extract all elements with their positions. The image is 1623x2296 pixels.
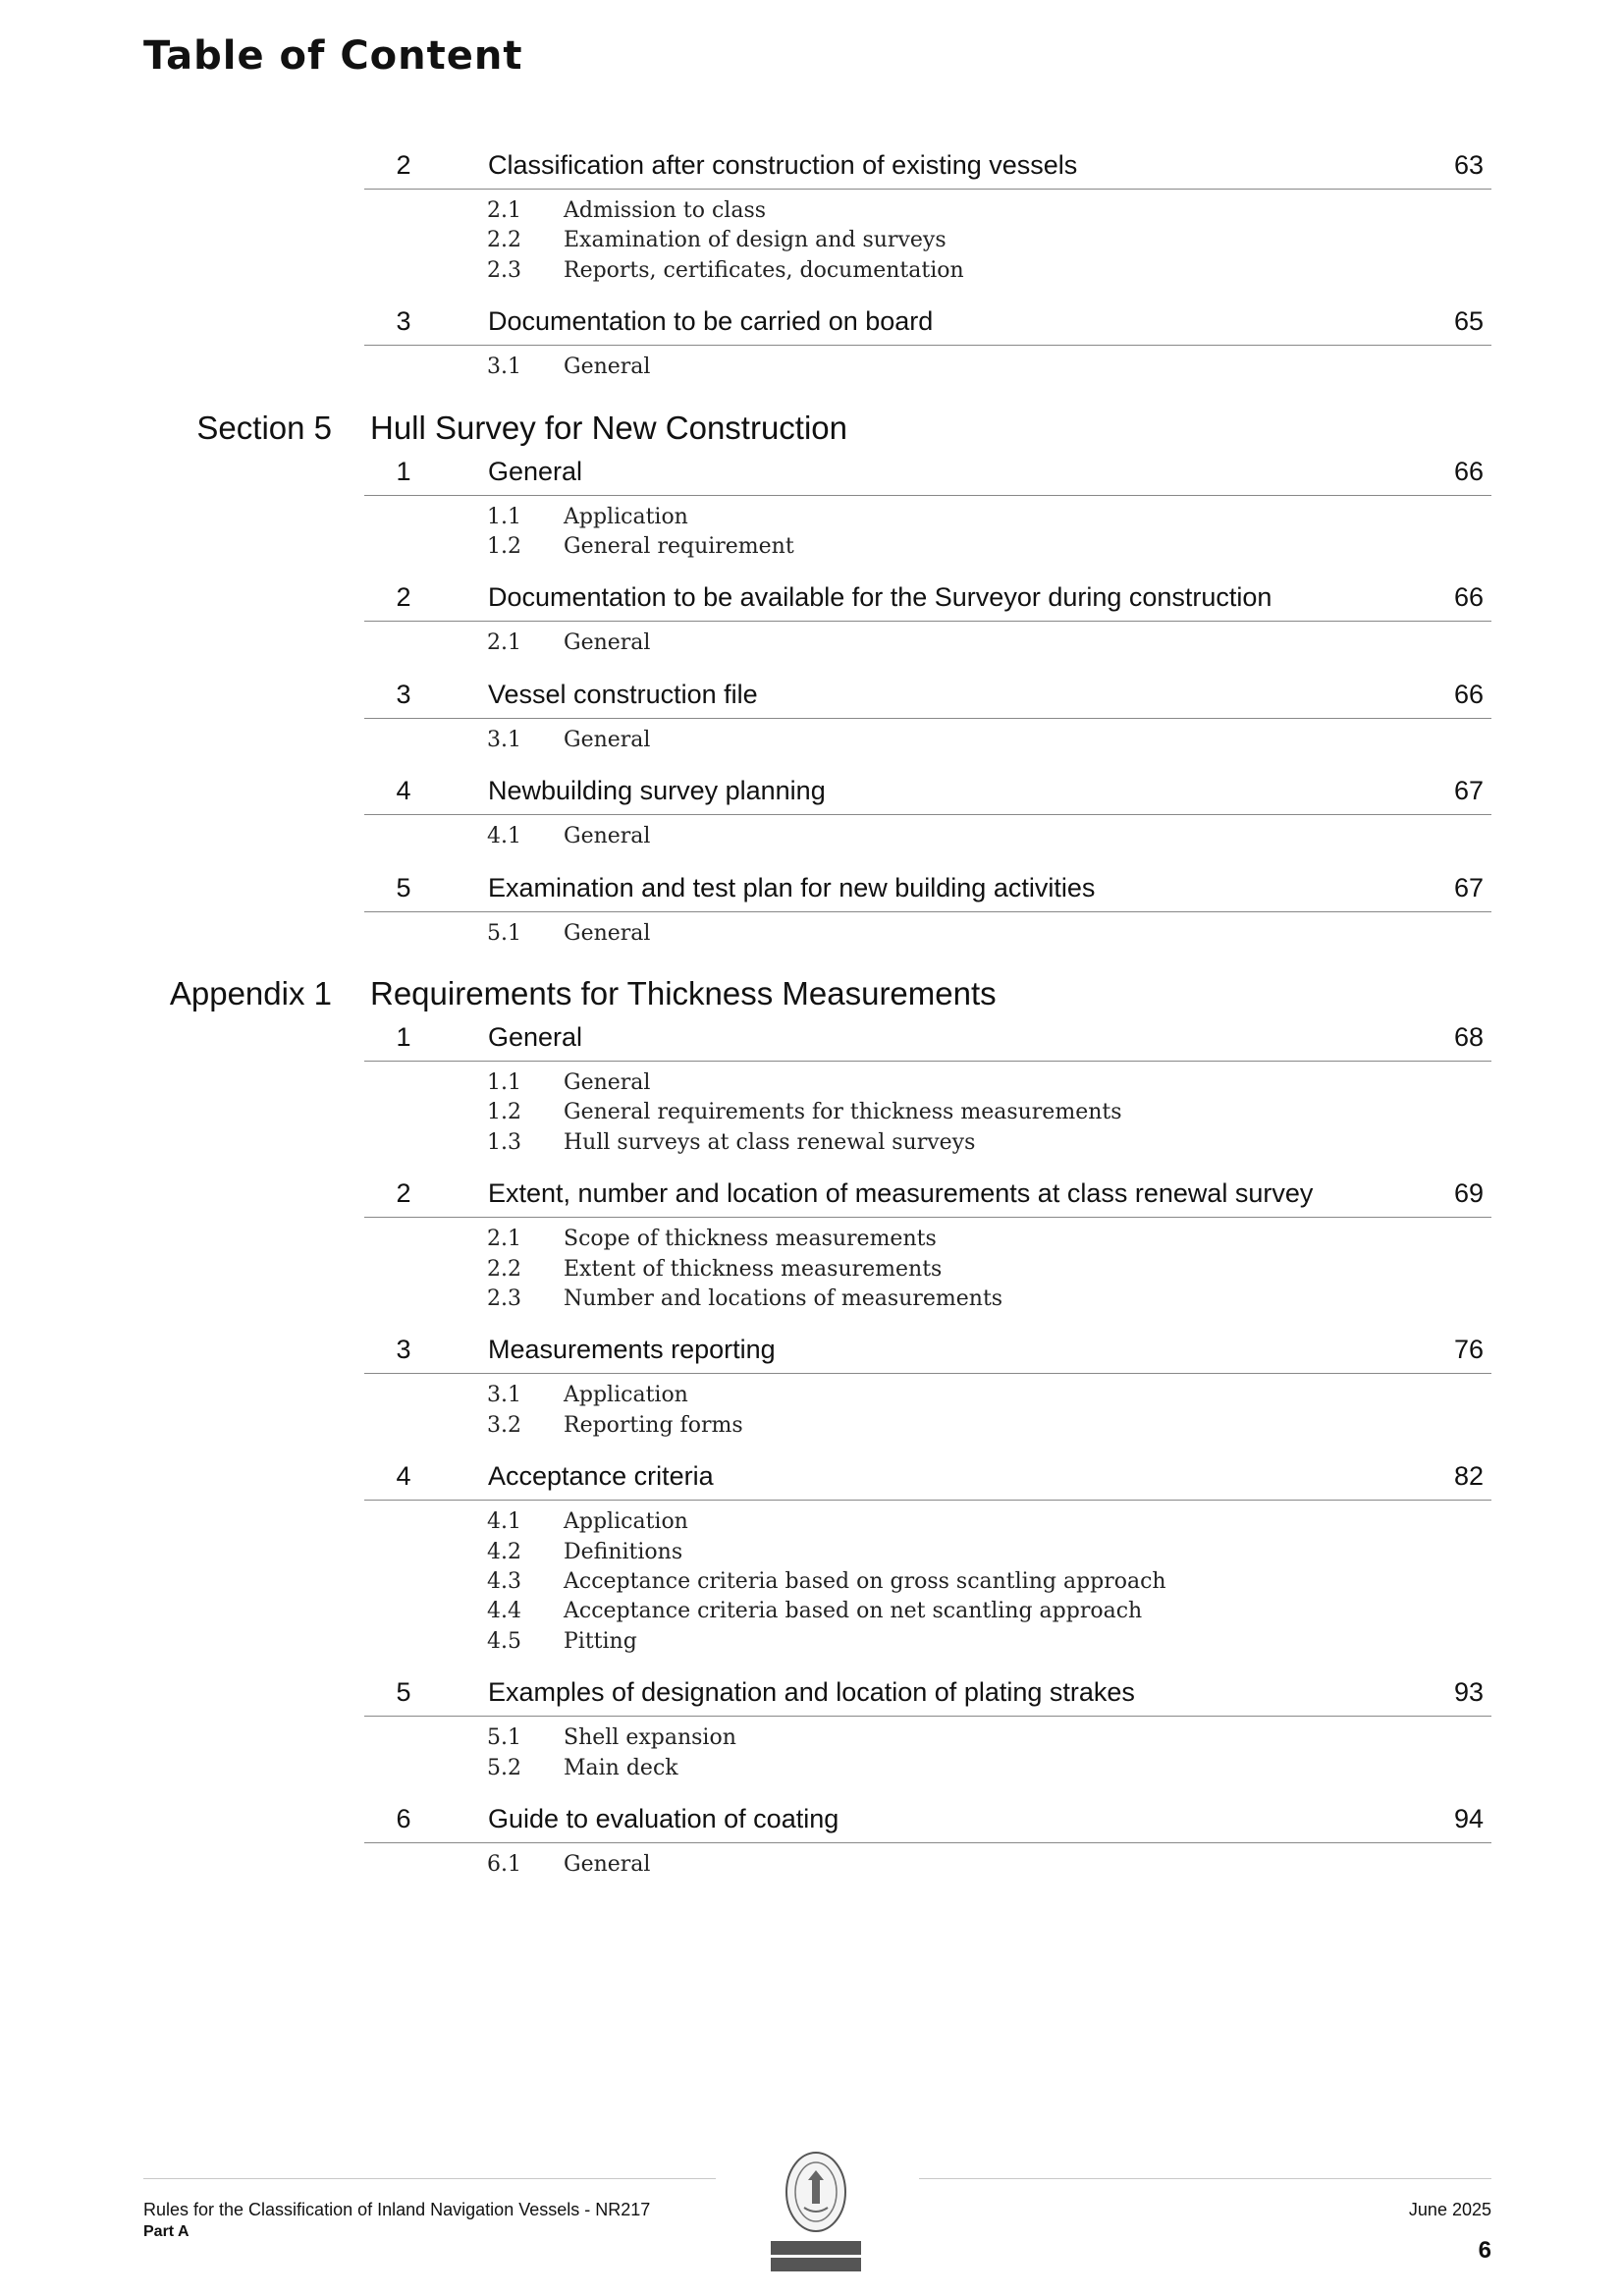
subsection-title[interactable]: Number and locations of measurements: [564, 1286, 1003, 1311]
subsection-number: 2.2: [487, 228, 521, 253]
footer-divider-right: [919, 2178, 1491, 2179]
article-title[interactable]: Classification after construction of existing vessels: [488, 150, 1078, 180]
toc-article-entry[interactable]: [364, 1329, 1491, 1374]
article-page-number: 66: [1453, 456, 1484, 486]
article-number: 3: [396, 679, 411, 709]
subsection-number: 2.1: [487, 198, 521, 223]
subsection-title[interactable]: Acceptance criteria based on net scantling approach: [564, 1599, 1143, 1624]
subsection-number: 1.2: [487, 534, 521, 559]
subsection-title[interactable]: Pitting: [564, 1628, 637, 1654]
subsection-title[interactable]: Main deck: [564, 1755, 678, 1780]
article-number: 4: [396, 1461, 411, 1492]
subsection-number: 5.1: [487, 1725, 521, 1751]
subsection-title[interactable]: General: [564, 824, 651, 849]
article-number: 2: [396, 150, 411, 180]
article-number: 1: [396, 456, 411, 486]
article-title[interactable]: General: [488, 1022, 583, 1052]
article-page-number: 69: [1453, 1178, 1484, 1209]
article-number: 5: [396, 1677, 411, 1708]
subsection-title[interactable]: Hull surveys at class renewal surveys: [564, 1129, 976, 1155]
toc-article-entry[interactable]: [364, 1798, 1491, 1843]
article-title[interactable]: Guide to evaluation of coating: [488, 1804, 839, 1833]
article-title[interactable]: Vessel construction file: [488, 679, 758, 709]
article-number: 2: [396, 582, 411, 613]
article-page-number: 67: [1453, 776, 1484, 806]
section-label: Appendix 1: [169, 975, 332, 1011]
toc-article-entry[interactable]: [364, 770, 1491, 815]
subsection-title[interactable]: General requirements for thickness measurements: [564, 1100, 1122, 1125]
subsection-title[interactable]: Acceptance criteria based on gross scantling approach: [564, 1569, 1166, 1594]
subsection-title[interactable]: Extent of thickness measurements: [564, 1256, 943, 1282]
subsection-title[interactable]: Definitions: [564, 1539, 683, 1564]
section-heading: [0, 969, 1623, 1018]
subsection-title[interactable]: General: [564, 630, 651, 656]
subsection-number: 4.5: [487, 1628, 521, 1654]
subsection-title[interactable]: General: [564, 727, 651, 752]
article-title[interactable]: Examination and test plan for new building activities: [488, 872, 1096, 902]
footer-document-title: Rules for the Classification of Inland Navigation Vessels - NR217: [143, 2200, 651, 2219]
article-title[interactable]: General: [488, 456, 583, 486]
section-title[interactable]: Hull Survey for New Construction: [370, 409, 848, 446]
article-title[interactable]: Newbuilding survey planning: [488, 776, 826, 806]
subsection-number: 4.4: [487, 1599, 521, 1624]
subsection-number: 4.3: [487, 1569, 521, 1594]
subsection-title[interactable]: Shell expansion: [564, 1725, 736, 1751]
subsection-number: 5.1: [487, 920, 521, 946]
section-title[interactable]: Requirements for Thickness Measurements: [370, 975, 997, 1011]
toc-article-entry[interactable]: [364, 144, 1491, 190]
toc-article-entry[interactable]: [364, 451, 1491, 496]
subsection-title[interactable]: General: [564, 1070, 651, 1095]
subsection-title[interactable]: Application: [564, 1509, 688, 1535]
toc-article-entry[interactable]: [364, 576, 1491, 622]
article-page-number: 68: [1453, 1022, 1484, 1052]
article-title[interactable]: Examples of designation and location of plating strakes: [488, 1677, 1135, 1708]
article-title[interactable]: Acceptance criteria: [488, 1461, 714, 1492]
article-page-number: 82: [1453, 1461, 1484, 1492]
article-title[interactable]: Extent, number and location of measurements at class renewal survey: [488, 1178, 1314, 1209]
article-page-number: 67: [1453, 872, 1484, 902]
subsection-number: 2.1: [487, 1227, 521, 1252]
footer-page-number: 6: [1478, 2237, 1491, 2264]
subsection-title[interactable]: General requirement: [564, 534, 794, 559]
article-number: 3: [396, 1335, 411, 1365]
subsection-number: 4.1: [487, 1509, 521, 1535]
subsection-title[interactable]: Examination of design and surveys: [564, 228, 947, 253]
footer-date: June 2025: [1408, 2200, 1491, 2219]
subsection-title[interactable]: Scope of thickness measurements: [564, 1227, 937, 1252]
bureau-veritas-logo: [765, 2151, 867, 2274]
subsection-number: 3.1: [487, 727, 521, 752]
section-heading: [0, 404, 1623, 453]
subsection-number: 1.1: [487, 504, 521, 529]
article-number: 5: [396, 872, 411, 902]
section-label: Section 5: [196, 409, 332, 446]
article-title[interactable]: Measurements reporting: [488, 1335, 776, 1365]
subsection-number: 2.2: [487, 1256, 521, 1282]
subsection-title[interactable]: Reporting forms: [564, 1412, 743, 1438]
subsection-title[interactable]: General: [564, 1852, 651, 1877]
article-number: 3: [396, 306, 411, 337]
subsection-number: 1.1: [487, 1070, 521, 1095]
subsection-title[interactable]: General: [564, 355, 651, 380]
subsection-title[interactable]: Admission to class: [564, 198, 767, 223]
subsection-title[interactable]: Application: [564, 504, 688, 529]
article-page-number: 76: [1453, 1335, 1484, 1365]
article-page-number: 66: [1453, 582, 1484, 613]
subsection-number: 2.3: [487, 257, 521, 283]
article-title[interactable]: Documentation to be available for the Surveyor during construction: [488, 582, 1272, 613]
toc-article-entry[interactable]: [364, 674, 1491, 719]
footer-divider-left: [143, 2178, 716, 2179]
toc-article-entry[interactable]: [364, 1671, 1491, 1717]
article-number: 6: [396, 1804, 411, 1833]
subsection-title[interactable]: Reports, certificates, documentation: [564, 257, 964, 283]
article-number: 4: [396, 776, 411, 806]
article-page-number: 66: [1453, 679, 1484, 709]
toc-article-entry[interactable]: [364, 301, 1491, 346]
subsection-number: 2.3: [487, 1286, 521, 1311]
subsection-number: 3.1: [487, 1383, 521, 1408]
subsection-number: 3.1: [487, 355, 521, 380]
article-number: 1: [396, 1022, 411, 1052]
toc-article-entry[interactable]: [364, 1455, 1491, 1501]
footer-part-label: Part A: [143, 2223, 189, 2240]
toc-article-entry[interactable]: [364, 867, 1491, 912]
article-page-number: 93: [1453, 1677, 1484, 1708]
subsection-number: 4.2: [487, 1539, 521, 1564]
article-page-number: 65: [1453, 306, 1484, 337]
subsection-title[interactable]: Application: [564, 1383, 688, 1408]
subsection-number: 2.1: [487, 630, 521, 656]
subsection-number: 1.2: [487, 1100, 521, 1125]
article-page-number: 94: [1453, 1804, 1484, 1833]
toc-article-entry[interactable]: [364, 1173, 1491, 1218]
subsection-number: 6.1: [487, 1852, 521, 1877]
article-number: 2: [396, 1178, 411, 1209]
article-page-number: 63: [1453, 150, 1484, 180]
subsection-number: 4.1: [487, 824, 521, 849]
subsection-number: 1.3: [487, 1129, 521, 1155]
subsection-number: 3.2: [487, 1412, 521, 1438]
subsection-title[interactable]: General: [564, 920, 651, 946]
toc-article-entry[interactable]: [364, 1016, 1491, 1062]
page-title: Table of Content: [143, 33, 523, 79]
subsection-number: 5.2: [487, 1755, 521, 1780]
article-title[interactable]: Documentation to be carried on board: [488, 306, 934, 337]
